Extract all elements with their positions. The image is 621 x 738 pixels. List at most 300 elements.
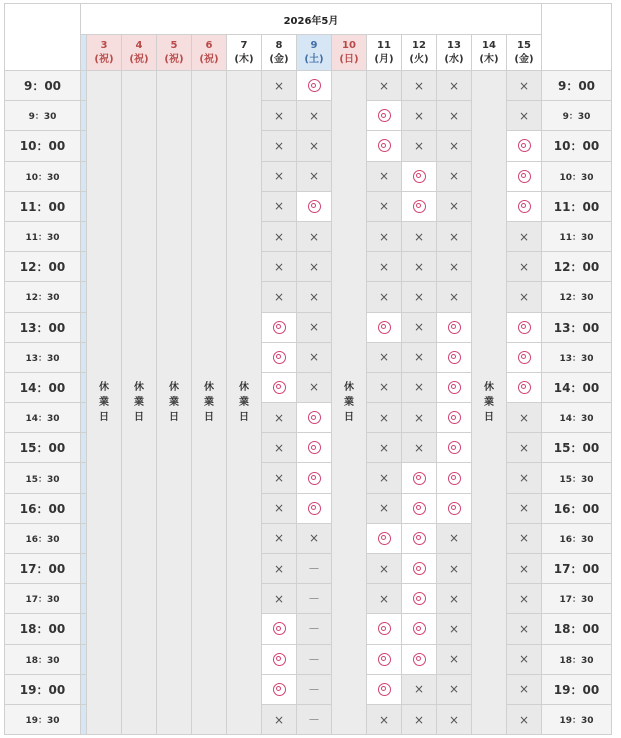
closed-char: 日 — [239, 412, 249, 424]
time-label-right — [542, 71, 612, 101]
time-text: 14：00 — [19, 380, 66, 395]
cross-mark: × — [518, 621, 530, 636]
double-circle-icon — [448, 472, 461, 485]
closed-char: 業 — [204, 397, 214, 409]
closed-char: 日 — [169, 412, 179, 424]
available-slot[interactable] — [507, 343, 542, 373]
corner-cell — [5, 4, 81, 71]
double-circle-icon — [413, 472, 426, 485]
dash-mark: － — [307, 682, 320, 697]
cross-mark: × — [273, 561, 285, 576]
cross-mark: × — [518, 531, 530, 546]
unavailable-slot — [367, 71, 402, 101]
cross-mark: × — [448, 621, 460, 636]
time-label — [5, 162, 81, 192]
cross-mark: × — [308, 380, 320, 395]
day-number: 10 — [342, 39, 356, 51]
day-weekday: (祝) — [129, 53, 149, 65]
available-slot[interactable] — [402, 192, 437, 222]
cross-mark: × — [273, 591, 285, 606]
available-slot[interactable] — [367, 645, 402, 675]
double-circle-icon — [308, 472, 321, 485]
cross-mark: × — [518, 440, 530, 455]
day-number: 5 — [170, 39, 178, 51]
double-circle-icon — [378, 622, 391, 635]
cross-mark: × — [273, 410, 285, 425]
time-label — [5, 403, 81, 433]
time-label — [5, 282, 81, 312]
cross-mark: × — [413, 78, 425, 93]
time-label — [5, 192, 81, 222]
corner-cell-right — [542, 4, 612, 71]
time-label — [5, 131, 81, 161]
available-slot[interactable] — [262, 343, 297, 373]
time-label-right — [542, 162, 612, 192]
closed-char: 休 — [134, 382, 144, 394]
closed-day-7 — [227, 71, 262, 735]
closed-char: 休 — [239, 382, 249, 394]
day-number: 9 — [310, 39, 318, 51]
unavailable-slot — [437, 252, 472, 282]
cross-mark: × — [308, 169, 320, 184]
unavailable-slot — [262, 403, 297, 433]
time-text: 14：00 — [553, 380, 600, 395]
double-circle-icon — [518, 139, 531, 152]
available-slot[interactable] — [402, 463, 437, 493]
double-circle-icon — [413, 170, 426, 183]
day-number: 3 — [100, 39, 108, 51]
time-text: 11：00 — [553, 199, 600, 214]
day-weekday: (祝) — [199, 53, 219, 65]
time-text: 12：30 — [559, 293, 594, 304]
available-slot[interactable] — [297, 403, 332, 433]
available-slot[interactable] — [507, 373, 542, 403]
cross-mark: × — [448, 712, 460, 727]
cross-mark: × — [308, 259, 320, 274]
closed-char: 休 — [344, 382, 354, 394]
time-text: 11：30 — [559, 233, 594, 244]
day-header-15 — [507, 35, 542, 71]
available-slot[interactable] — [402, 584, 437, 614]
cross-mark: × — [273, 289, 285, 304]
day-weekday: (木) — [479, 53, 499, 65]
cross-mark: × — [448, 229, 460, 244]
available-slot[interactable] — [262, 614, 297, 644]
available-slot[interactable] — [437, 403, 472, 433]
unavailable-slot — [437, 524, 472, 554]
available-slot[interactable] — [402, 554, 437, 584]
double-circle-icon — [518, 170, 531, 183]
time-label — [5, 222, 81, 252]
time-text: 10：30 — [25, 172, 60, 183]
day-weekday: (金) — [269, 53, 289, 65]
no-slot — [297, 705, 332, 735]
cross-mark: × — [378, 259, 390, 274]
unavailable-slot — [367, 584, 402, 614]
time-label-right — [542, 252, 612, 282]
cross-mark: × — [518, 471, 530, 486]
unavailable-slot — [402, 705, 437, 735]
double-circle-icon — [308, 79, 321, 92]
time-text: 13：00 — [19, 320, 66, 335]
unavailable-slot — [402, 403, 437, 433]
time-label — [5, 71, 81, 101]
closed-char: 日 — [99, 412, 109, 424]
available-slot[interactable] — [367, 524, 402, 554]
unavailable-slot — [437, 222, 472, 252]
available-slot[interactable] — [437, 343, 472, 373]
time-text: 15：30 — [559, 474, 594, 485]
time-text: 11：00 — [19, 199, 66, 214]
cross-mark: × — [518, 259, 530, 274]
day-header-6 — [192, 35, 227, 71]
double-circle-icon — [448, 441, 461, 454]
unavailable-slot — [367, 252, 402, 282]
cross-mark: × — [518, 108, 530, 123]
time-label — [5, 252, 81, 282]
unavailable-slot — [437, 162, 472, 192]
time-text: 9：00 — [557, 79, 596, 94]
available-slot[interactable] — [367, 131, 402, 161]
cross-mark: × — [378, 501, 390, 516]
cross-mark: × — [448, 78, 460, 93]
cross-mark: × — [518, 78, 530, 93]
time-label-right — [542, 192, 612, 222]
available-slot[interactable] — [437, 494, 472, 524]
double-circle-icon — [518, 351, 531, 364]
time-text: 11：30 — [25, 233, 60, 244]
unavailable-slot — [297, 282, 332, 312]
time-text: 19：30 — [25, 716, 60, 727]
cross-mark: × — [448, 531, 460, 546]
day-header-4 — [122, 35, 157, 71]
available-slot[interactable] — [297, 494, 332, 524]
dash-mark: － — [307, 592, 320, 607]
available-slot[interactable] — [437, 313, 472, 343]
day-weekday: (祝) — [164, 53, 184, 65]
dash-mark: － — [307, 622, 320, 637]
unavailable-slot — [262, 433, 297, 463]
unavailable-slot — [367, 192, 402, 222]
available-slot[interactable] — [437, 373, 472, 403]
closed-char: 業 — [169, 397, 179, 409]
double-circle-icon — [378, 532, 391, 545]
cross-mark: × — [308, 229, 320, 244]
double-circle-icon — [413, 562, 426, 575]
cross-mark: × — [413, 350, 425, 365]
double-circle-icon — [413, 502, 426, 515]
double-circle-icon — [273, 351, 286, 364]
day-weekday: (土) — [304, 53, 324, 65]
time-label-right — [542, 705, 612, 735]
available-slot[interactable] — [402, 162, 437, 192]
cross-mark: × — [448, 682, 460, 697]
unavailable-slot — [437, 192, 472, 222]
double-circle-icon — [308, 441, 321, 454]
available-slot[interactable] — [402, 524, 437, 554]
day-number: 8 — [275, 39, 283, 51]
day-header-7 — [227, 35, 262, 71]
available-slot[interactable] — [262, 313, 297, 343]
day-weekday: (月) — [374, 53, 394, 65]
unavailable-slot — [367, 463, 402, 493]
available-slot[interactable] — [297, 463, 332, 493]
day-weekday: (水) — [444, 53, 464, 65]
cross-mark: × — [413, 320, 425, 335]
double-circle-icon — [273, 321, 286, 334]
time-text: 17：00 — [19, 562, 66, 577]
unavailable-slot — [507, 584, 542, 614]
available-slot[interactable] — [367, 614, 402, 644]
double-circle-icon — [378, 321, 391, 334]
unavailable-slot — [297, 313, 332, 343]
unavailable-slot — [367, 162, 402, 192]
cross-mark: × — [378, 591, 390, 606]
day-header-3 — [87, 35, 122, 71]
unavailable-slot — [402, 71, 437, 101]
unavailable-slot — [507, 614, 542, 644]
time-text: 16：30 — [559, 534, 594, 545]
cross-mark: × — [378, 169, 390, 184]
time-text: 18：00 — [19, 622, 66, 637]
cross-mark: × — [308, 289, 320, 304]
double-circle-icon — [378, 653, 391, 666]
unavailable-slot — [262, 554, 297, 584]
day-header-5 — [157, 35, 192, 71]
time-text: 17：00 — [553, 562, 600, 577]
available-slot[interactable] — [507, 192, 542, 222]
time-label — [5, 373, 81, 403]
time-label — [5, 494, 81, 524]
time-label-right — [542, 373, 612, 403]
unavailable-slot — [262, 524, 297, 554]
double-circle-icon — [518, 321, 531, 334]
cross-mark: × — [308, 531, 320, 546]
closed-char: 日 — [344, 412, 354, 424]
dash-mark: － — [307, 652, 320, 667]
time-label — [5, 554, 81, 584]
unavailable-slot — [507, 554, 542, 584]
time-label — [5, 433, 81, 463]
unavailable-slot — [402, 675, 437, 705]
unavailable-slot — [262, 494, 297, 524]
unavailable-slot — [262, 705, 297, 735]
cross-mark: × — [378, 289, 390, 304]
available-slot[interactable] — [262, 675, 297, 705]
time-text: 19：00 — [553, 682, 600, 697]
time-text: 16：00 — [553, 501, 600, 516]
day-number: 13 — [447, 39, 461, 51]
cross-mark: × — [413, 289, 425, 304]
available-slot[interactable] — [437, 463, 472, 493]
time-text: 9：30 — [562, 112, 591, 123]
double-circle-icon — [273, 683, 286, 696]
no-slot — [297, 675, 332, 705]
double-circle-icon — [273, 622, 286, 635]
unavailable-slot — [297, 524, 332, 554]
cross-mark: × — [448, 199, 460, 214]
double-circle-icon — [448, 351, 461, 364]
available-slot[interactable] — [437, 433, 472, 463]
day-number: 7 — [240, 39, 248, 51]
unavailable-slot — [367, 433, 402, 463]
time-text: 18：30 — [25, 655, 60, 666]
unavailable-slot — [367, 282, 402, 312]
closed-day-10 — [332, 71, 367, 735]
available-slot[interactable] — [402, 645, 437, 675]
day-header-10 — [332, 35, 367, 71]
time-text: 9：00 — [23, 79, 62, 94]
cross-mark: × — [448, 289, 460, 304]
available-slot[interactable] — [507, 162, 542, 192]
unavailable-slot — [507, 222, 542, 252]
time-text: 12：00 — [553, 260, 600, 275]
time-text: 16：30 — [25, 534, 60, 545]
day-header-14 — [472, 35, 507, 71]
cross-mark: × — [273, 471, 285, 486]
cross-mark: × — [413, 380, 425, 395]
time-label-right — [542, 463, 612, 493]
time-label — [5, 705, 81, 735]
closed-char: 業 — [239, 397, 249, 409]
unavailable-slot — [507, 463, 542, 493]
day-weekday: (祝) — [94, 53, 114, 65]
cross-mark: × — [273, 78, 285, 93]
cross-mark: × — [378, 410, 390, 425]
unavailable-slot — [262, 584, 297, 614]
time-label-right — [542, 554, 612, 584]
available-slot[interactable] — [262, 645, 297, 675]
day-number: 6 — [205, 39, 213, 51]
month-title: 2026年5月 — [283, 15, 339, 27]
time-text: 19：00 — [19, 682, 66, 697]
available-slot[interactable] — [297, 192, 332, 222]
cross-mark: × — [413, 138, 425, 153]
time-text: 10：30 — [559, 172, 594, 183]
unavailable-slot — [262, 222, 297, 252]
closed-char: 業 — [99, 397, 109, 409]
time-label-right — [542, 343, 612, 373]
double-circle-icon — [308, 411, 321, 424]
unavailable-slot — [437, 675, 472, 705]
cross-mark: × — [413, 712, 425, 727]
cross-mark: × — [273, 169, 285, 184]
cross-mark: × — [518, 410, 530, 425]
double-circle-icon — [378, 109, 391, 122]
cross-mark: × — [413, 682, 425, 697]
unavailable-slot — [367, 403, 402, 433]
time-label-right — [542, 614, 612, 644]
double-circle-icon — [413, 622, 426, 635]
available-slot[interactable] — [402, 494, 437, 524]
time-label — [5, 463, 81, 493]
available-slot[interactable] — [507, 313, 542, 343]
day-header-11 — [367, 35, 402, 71]
unavailable-slot — [437, 705, 472, 735]
unavailable-slot — [262, 131, 297, 161]
available-slot[interactable] — [297, 433, 332, 463]
available-slot[interactable] — [262, 373, 297, 403]
day-number: 14 — [482, 39, 496, 51]
time-text: 14：30 — [25, 414, 60, 425]
unavailable-slot — [402, 252, 437, 282]
double-circle-icon — [378, 139, 391, 152]
unavailable-slot — [297, 222, 332, 252]
time-text: 9：30 — [28, 112, 57, 123]
closed-char: 日 — [204, 412, 214, 424]
day-weekday: (火) — [409, 53, 429, 65]
time-label-right — [542, 222, 612, 252]
time-label-right — [542, 131, 612, 161]
time-label-right — [542, 645, 612, 675]
day-number: 11 — [377, 39, 391, 51]
available-slot[interactable] — [367, 675, 402, 705]
day-header-8 — [262, 35, 297, 71]
cross-mark: × — [378, 380, 390, 395]
time-label — [5, 343, 81, 373]
available-slot[interactable] — [297, 71, 332, 101]
unavailable-slot — [262, 282, 297, 312]
time-text: 16：00 — [19, 501, 66, 516]
closed-day-4 — [122, 71, 157, 735]
unavailable-slot — [437, 614, 472, 644]
dash-mark: － — [307, 713, 320, 728]
cross-mark: × — [413, 259, 425, 274]
cross-mark: × — [378, 229, 390, 244]
day-weekday: (日) — [339, 53, 359, 65]
closed-day-6 — [192, 71, 227, 735]
unavailable-slot — [402, 222, 437, 252]
cross-mark: × — [308, 108, 320, 123]
cross-mark: × — [518, 652, 530, 667]
unavailable-slot — [402, 313, 437, 343]
unavailable-slot — [437, 131, 472, 161]
cross-mark: × — [378, 471, 390, 486]
unavailable-slot — [402, 101, 437, 131]
cross-mark: × — [518, 712, 530, 727]
time-label — [5, 584, 81, 614]
available-slot[interactable] — [367, 313, 402, 343]
cross-mark: × — [518, 229, 530, 244]
available-slot[interactable] — [367, 101, 402, 131]
cross-mark: × — [448, 169, 460, 184]
unavailable-slot — [297, 343, 332, 373]
cross-mark: × — [448, 652, 460, 667]
closed-char: 休 — [99, 382, 109, 394]
double-circle-icon — [273, 381, 286, 394]
unavailable-slot — [297, 373, 332, 403]
cross-mark: × — [308, 320, 320, 335]
closed-day-5 — [157, 71, 192, 735]
no-slot — [297, 614, 332, 644]
cross-mark: × — [273, 259, 285, 274]
no-slot — [297, 584, 332, 614]
time-label — [5, 101, 81, 131]
unavailable-slot — [507, 494, 542, 524]
cross-mark: × — [448, 591, 460, 606]
time-text: 14：30 — [559, 414, 594, 425]
available-slot[interactable] — [507, 131, 542, 161]
unavailable-slot — [507, 645, 542, 675]
cross-mark: × — [448, 138, 460, 153]
available-slot[interactable] — [402, 614, 437, 644]
month-header — [81, 4, 542, 35]
double-circle-icon — [308, 200, 321, 213]
cross-mark: × — [448, 108, 460, 123]
unavailable-slot — [367, 343, 402, 373]
cross-mark: × — [413, 440, 425, 455]
cross-mark: × — [273, 531, 285, 546]
